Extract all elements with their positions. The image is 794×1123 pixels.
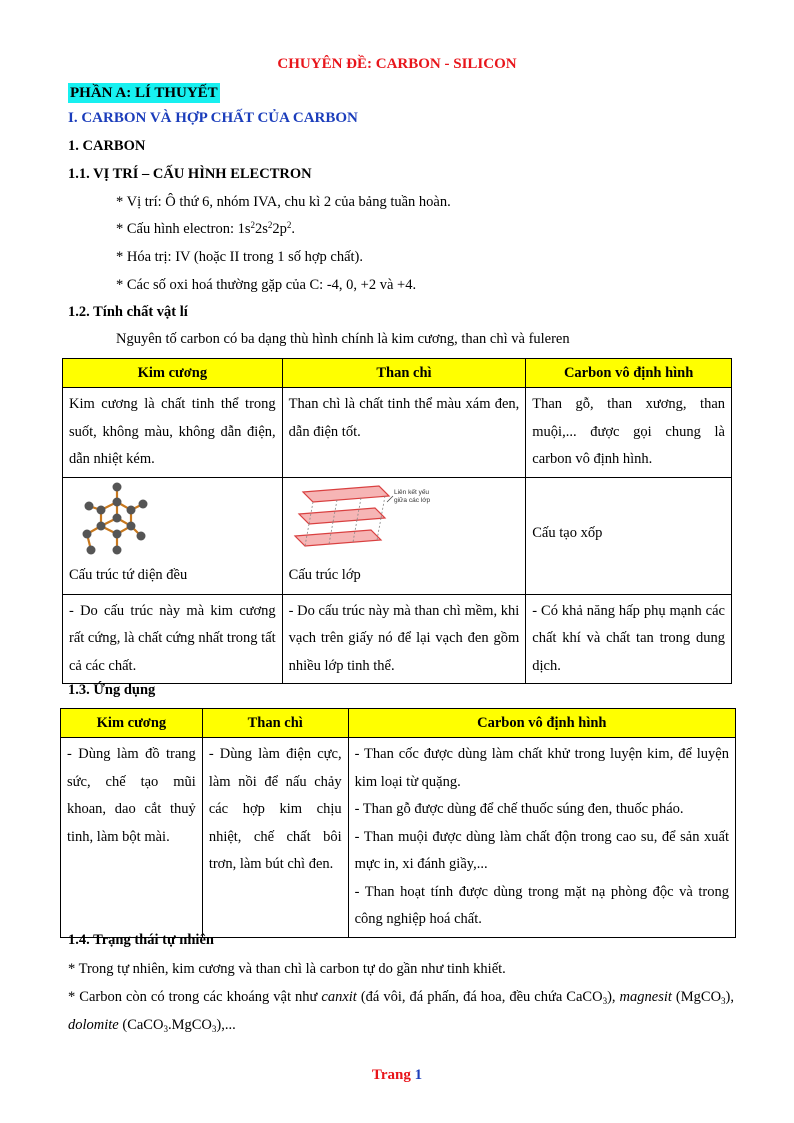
- graphite-label-2: giữa các lớp: [393, 496, 430, 504]
- position-config-heading: 1.1. VỊ TRÍ – CẤU HÌNH ELECTRON: [68, 166, 312, 182]
- diamond-structure-caption: Cấu trúc tứ diện đều: [69, 567, 188, 583]
- list-item: - Than cốc được dùng làm chất khử trong luyện kim, để luyện kim loại từ quặng.: [354, 746, 729, 790]
- graphite-structure-image: [289, 482, 459, 564]
- diamond-structure-image: [69, 480, 149, 560]
- applications-table: [60, 708, 736, 938]
- page-number: 1: [414, 1067, 423, 1083]
- graphite-structure-caption: Cấu trúc lớp: [288, 567, 361, 583]
- header-graphite: Than chì: [282, 359, 526, 388]
- graphite-description: Than chì là chất tinh thể màu xám đen, dẫn điện tốt.: [282, 388, 526, 478]
- amorphous-description: Than gỗ, than xương, than muội,... được gọi chung là carbon vô định hình.: [526, 388, 732, 478]
- list-item: - Than muội được dùng làm chất độn trong cao su, để sản xuất mực in, xi đánh giầy,...: [354, 828, 729, 872]
- diamond-consequence: - Do cấu trúc này mà kim cương rất cứng, là chất cứng nhất trong tất cả các chất.: [63, 594, 283, 684]
- list-item: - Than hoạt tính được dùng trong mặt nạ phòng độc và trong công nghiệp hoá chất.: [354, 883, 729, 927]
- header-amorphous: Carbon vô định hình: [348, 709, 735, 738]
- physical-properties-table: [62, 358, 732, 684]
- carbon-heading: 1. CARBON: [68, 138, 146, 154]
- oxidation-line: * Các số oxi hoá thường gặp của C: -4, 0, +2 và +4.: [116, 277, 417, 293]
- part-a-heading: PHẦN A: LÍ THUYẾT: [70, 85, 218, 101]
- diamond-description: Kim cương là chất tinh thể trong suốt, không màu, không dẫn điện, dẫn nhiệt kém.: [63, 388, 283, 478]
- table-header-row: [63, 359, 732, 388]
- diamond-uses: - Dùng làm đồ trang sức, chế tạo mũi khoan, dao cắt thuỷ tinh, làm bột mài.: [61, 738, 203, 938]
- table-header-row: [61, 709, 736, 738]
- physical-properties-heading: 1.2. Tính chất vật lí: [68, 304, 188, 320]
- diamond-structure-cell: [63, 477, 283, 594]
- page-footer: [0, 1067, 794, 1084]
- page-label: Trang: [371, 1067, 411, 1083]
- header-amorphous: Carbon vô định hình: [526, 359, 732, 388]
- header-diamond: Kim cương: [63, 359, 283, 388]
- allotropes-intro: Nguyên tố carbon có ba dạng thù hình chính là kim cương, than chì và fuleren: [116, 331, 570, 347]
- graphite-uses: - Dùng làm điện cực, làm nồi để nấu chảy các hợp kim chịu nhiệt, chế chất bôi trơn, làm bút chì đen.: [202, 738, 348, 938]
- header-diamond: Kim cương: [61, 709, 203, 738]
- electron-config-line: * Cấu hình electron: $1s^22s^22p^2$.: [116, 220, 296, 237]
- graphite-label-1: Liên kết yếu: [393, 488, 429, 496]
- table-row: [63, 594, 732, 684]
- applications-heading: 1.3. Ứng dụng: [68, 682, 156, 698]
- section-1-heading: I. CARBON VÀ HỢP CHẤT CỦA CARBON: [68, 110, 358, 126]
- natural-state-heading: 1.4. Trạng thái tự nhiên: [68, 932, 214, 948]
- graphite-structure-cell: [282, 477, 526, 594]
- amorphous-uses: [348, 738, 735, 938]
- header-graphite: Than chì: [202, 709, 348, 738]
- table-row: [61, 738, 736, 938]
- natural-state-paragraph-2: * Carbon còn có trong các khoáng vật như canxit (đá vôi, đá phấn, đá hoa, đều chứa CaCO$_3$), magnesit (MgCO$_3$), dolomite (CaCO$_3$.MgCO$_3$),...: [68, 989, 735, 1034]
- document-title: CHUYÊN ĐỀ: CARBON - SILICON: [277, 56, 517, 72]
- graphite-consequence: - Do cấu trúc này mà than chì mềm, khi vạch trên giấy nó để lại vạch đen gồm nhiều lớp tinh thể.: [282, 594, 526, 684]
- amorphous-structure-caption: Cấu tạo xốp: [526, 477, 732, 594]
- natural-state-paragraph-1: * Trong tự nhiên, kim cương và than chì là carbon tự do gần như tinh khiết.: [68, 961, 506, 977]
- position-line: * Vị trí: Ô thứ 6, nhóm IVA, chu kì 2 của bảng tuần hoàn.: [116, 194, 451, 210]
- list-item: - Than gỗ được dùng để chế thuốc súng đen, thuốc pháo.: [354, 801, 684, 817]
- table-row: [63, 388, 732, 478]
- table-row: [63, 477, 732, 594]
- amorphous-consequence: - Có khả năng hấp phụ mạnh các chất khí và chất tan trong dung dịch.: [526, 594, 732, 684]
- valence-line: * Hóa trị: IV (hoặc II trong 1 số hợp chất).: [116, 249, 363, 265]
